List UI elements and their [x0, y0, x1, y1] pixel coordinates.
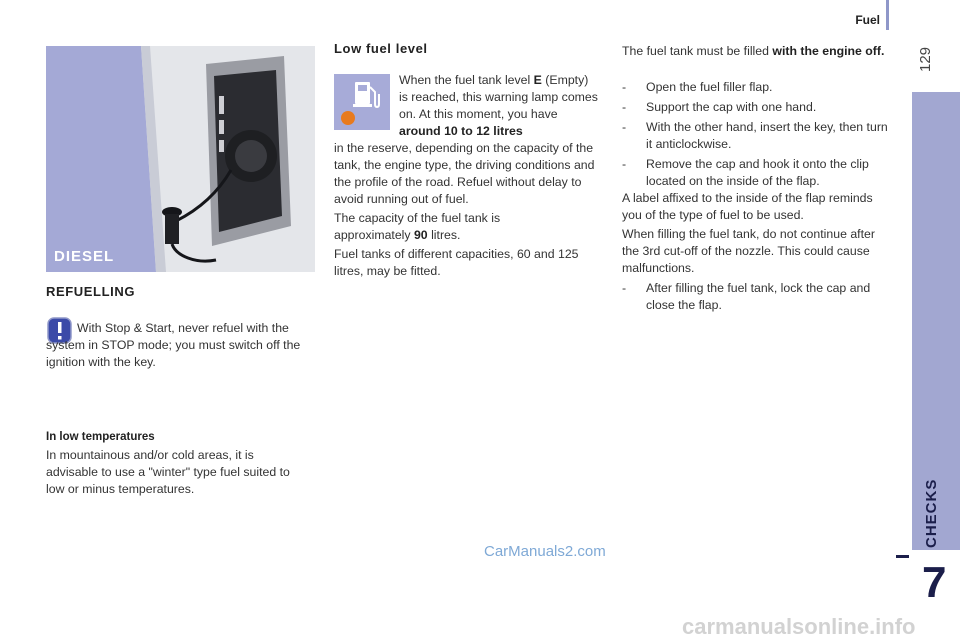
step-item: - With the other hand, insert the key, then turn it anticlockwise. [622, 120, 888, 151]
step-item: - Remove the cap and hook it onto the clip located on the inside of the flap. [622, 157, 869, 188]
tank-variants-text: Fuel tanks of different capacities, 60 and 125 litres, may be fitted. [334, 247, 579, 278]
low-temperatures-heading: In low temperatures [46, 431, 155, 443]
nozzle-note: When filling the fuel tank, do not continue after the 3rd cut-off of the nozzle. This could cause malfunctions. [622, 227, 875, 275]
final-step: - After filling the fuel tank, lock the cap and close the flap. [622, 281, 871, 312]
chapter-number: 7 [922, 558, 947, 607]
fuel-filler-illustration [46, 46, 315, 272]
page-number: 129 [917, 46, 934, 72]
low-fuel-text-2: in the reserve, depending on the capacity of the tank, the engine type, the driving conditions and the profile of the road. Refuel without delay to avoid running out of fuel. [334, 141, 595, 206]
section-title: Fuel [855, 13, 880, 27]
fuel-filler-photo [46, 46, 315, 272]
tank-capacity-text: The capacity of the fuel tank is approximately 90 litres. [334, 211, 501, 242]
center-watermark: CarManuals2.com [484, 543, 606, 560]
stop-start-note: With Stop & Start, never refuel with the system in STOP mode; you must switch off the ignition with the key. [46, 321, 301, 369]
low-fuel-text-1: When the fuel tank level E (Empty) is reached, this warning lamp comes on. At this moment, you have around 10 to 12 litres [399, 73, 598, 138]
step-item: - Open the fuel filler flap. [622, 80, 773, 94]
low-temperatures-text: In mountainous and/or cold areas, it is advisable to use a "winter" type fuel suited to low or minus temperatures. [46, 448, 290, 496]
tab-marker [896, 555, 909, 558]
fuel-pump-icon [334, 74, 390, 130]
refuel-intro: The fuel tank must be filled with the engine off. [622, 44, 885, 58]
header-divider [886, 0, 889, 30]
step-item: - Support the cap with one hand. [622, 100, 817, 114]
diesel-label: DIESEL [54, 248, 115, 265]
footer-watermark: carmanualsonline.info [682, 614, 916, 639]
refuelling-heading: REFUELLING [46, 284, 136, 299]
label-note: A label affixed to the inside of the flap reminds you of the type of fuel to be used. [622, 191, 873, 222]
low-fuel-heading: Low fuel level [334, 41, 428, 56]
refuel-steps [622, 79, 890, 193]
chapter-tab-label: CHECKS [923, 478, 940, 548]
